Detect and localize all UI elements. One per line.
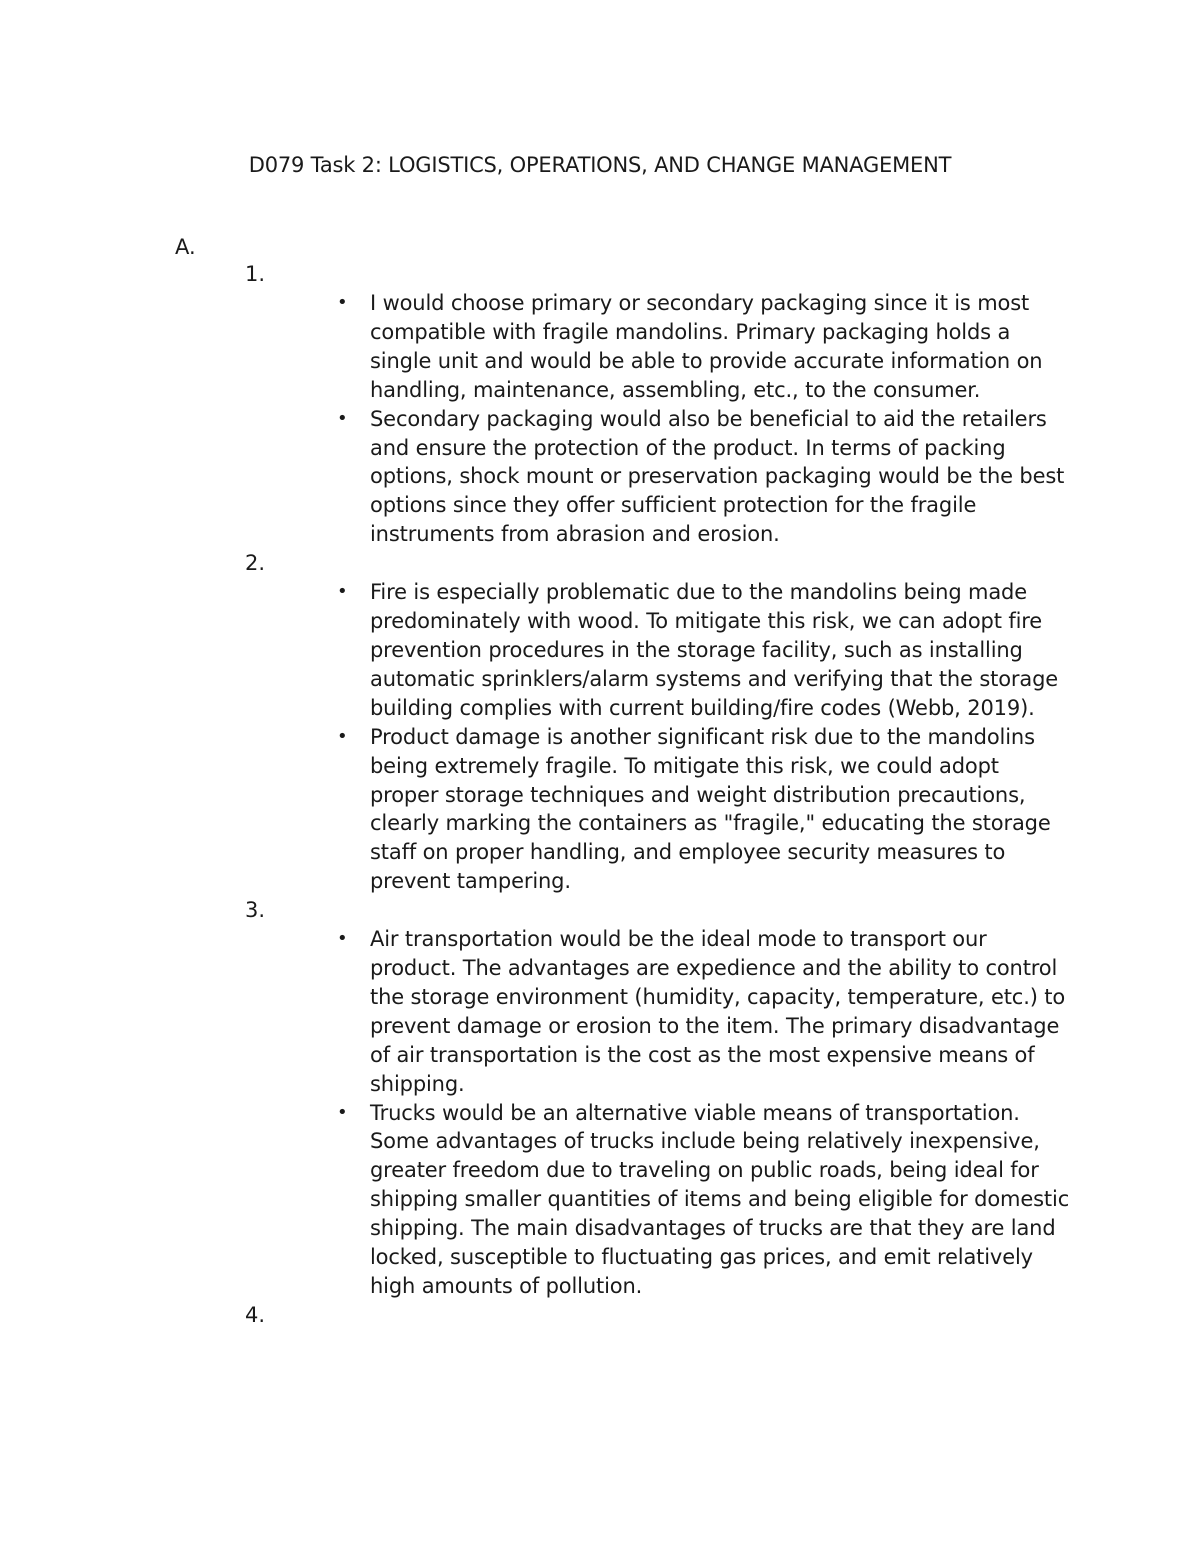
- bullet-item: [337, 289, 1070, 405]
- bullet-icon: •: [337, 581, 348, 603]
- bullet-text: Secondary packaging would also be beneficial to aid the retailers and ensure the protection of the product. In terms of packing options, shock mount or preservation packaging would be the best options since they offer sufficient protection for the fragile instruments from abrasion and erosion.: [370, 406, 1065, 547]
- bullet-text: Trucks would be an alternative viable means of transportation. Some advantages of trucks include being relatively inexpensive, greater freedom due to traveling on public roads, being ideal for shipping smaller quantities of items and being eligible for domestic shipping. The main disadvantages of trucks are that they are land locked, susceptible to fluctuating gas prices, and emit relatively high amounts of pollution.: [370, 1100, 1070, 1298]
- bullet-icon: •: [337, 725, 348, 747]
- bullet-item: [337, 578, 1070, 723]
- numbered-item-4: [0, 1301, 1200, 1330]
- bullet-item: [337, 1099, 1070, 1301]
- item-number: 2.: [245, 551, 266, 576]
- bullet-text: Product damage is another significant risk due to the mandolins being extremely fragile. To mitigate this risk, we could adopt proper storage techniques and weight distribution precautions, clearly marking the containers as "fragile," educating the storage staff on proper handling, and employee security measures to prevent tampering.: [370, 724, 1051, 894]
- bullet-list: [0, 578, 1200, 896]
- numbered-item-3: [0, 896, 1200, 1301]
- section-label: A.: [175, 235, 196, 259]
- bullet-text: I would choose primary or secondary packaging since it is most compatible with fragile mandolins. Primary packaging holds a single unit and would be able to provide accurate information on handling, maintenance, assembling, etc., to the consumer.: [370, 291, 1043, 402]
- bullet-list: [0, 289, 1200, 549]
- bullet-list: [0, 925, 1200, 1301]
- bullet-icon: •: [337, 407, 348, 429]
- bullet-item: [337, 405, 1070, 550]
- document-title: D079 Task 2: LOGISTICS, OPERATIONS, AND CHANGE MANAGEMENT: [248, 153, 952, 177]
- numbered-item-1: [0, 260, 1200, 549]
- item-number: 3.: [245, 898, 266, 923]
- bullet-icon: •: [337, 928, 348, 950]
- bullet-item: [337, 925, 1070, 1098]
- item-number: 1.: [245, 262, 266, 286]
- bullet-text: Air transportation would be the ideal mode to transport our product. The advantages are expedience and the ability to control the storage environment (humidity, capacity, temperature, etc.) to prevent damage or erosion to the item. The primary disadvantage of air transportation is the cost as the most expensive means of shipping.: [370, 927, 1066, 1096]
- bullet-item: [337, 723, 1070, 896]
- numbered-item-2: [0, 549, 1200, 896]
- numbered-list: [0, 260, 1200, 1330]
- item-number: 4.: [245, 1302, 266, 1327]
- bullet-icon: •: [337, 1101, 348, 1123]
- bullet-text: Fire is especially problematic due to the mandolins being made predominately with wood. To mitigate this risk, we can adopt fire prevention procedures in the storage facility, such as installing automatic sprinklers/alarm systems and verifying that the storage building complies with current building/fire codes (Webb, 2019).: [370, 580, 1059, 720]
- bullet-icon: •: [337, 292, 348, 313]
